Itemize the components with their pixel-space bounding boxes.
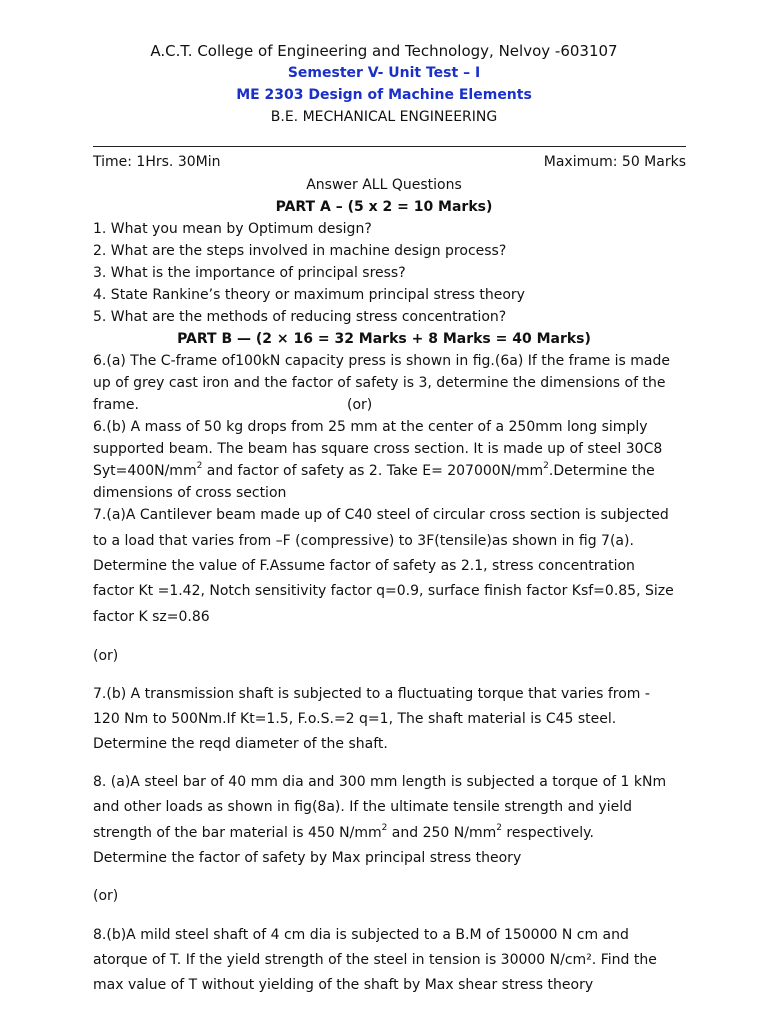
question-3: 3. What is the importance of principal sress?: [93, 265, 406, 281]
instruction: Answer ALL Questions: [306, 177, 462, 193]
question-6b-line-4: dimensions of cross section: [93, 485, 287, 501]
question-8b-line-3: max value of T without yielding of the shaft by Max shear stress theory: [93, 977, 594, 993]
question-5: 5. What are the methods of reducing stress concentration?: [93, 309, 507, 325]
college-name: A.C.T. College of Engineering and Technology, Nelvoy -603107: [150, 42, 618, 60]
part-b-title: PART B — (2 × 16 = 32 Marks + 8 Marks = 40 Marks): [177, 331, 591, 347]
question-7a-line-3: Determine the value of F.Assume factor of safety as 2.1, stress concentration: [93, 558, 635, 574]
question-6b-line-2: supported beam. The beam has square cross section. It is made up of steel 30C8: [93, 441, 663, 457]
part-a-title: PART A – (5 x 2 = 10 Marks): [275, 199, 493, 215]
max-marks-label: Maximum: 50 Marks: [543, 154, 686, 170]
question-7b-line-1: 7.(b) A transmission shaft is subjected to a fluctuating torque that varies from -: [93, 686, 650, 702]
divider-line: [93, 146, 686, 147]
course-title: ME 2303 Design of Machine Elements: [236, 87, 532, 103]
q6b-sup-2: 2: [543, 461, 549, 472]
question-8a-line-4: Determine the factor of safety by Max principal stress theory: [93, 850, 522, 866]
question-7a-line-5: factor K sz=0.86: [93, 609, 210, 625]
q8a-sup-2: 2: [496, 823, 502, 834]
q6b-text-b: and factor of safety as 2. Take E= 207000N/mm: [202, 463, 544, 479]
question-7a-line-1: 7.(a)A Cantilever beam made up of C40 steel of circular cross section is subjected: [93, 507, 669, 523]
q8a-text-b: and 250 N/mm: [387, 825, 497, 841]
time-label: Time: 1Hrs. 30Min: [93, 154, 221, 170]
q6b-text-c: .Determine the: [548, 463, 655, 479]
question-2: 2. What are the steps involved in machine design process?: [93, 243, 507, 259]
question-8a-line-1: 8. (a)A steel bar of 40 mm dia and 300 mm length is subjected a torque of 1 kNm: [93, 774, 667, 790]
or-divider-3: (or): [93, 888, 119, 904]
question-7b-line-2: 120 Nm to 500Nm.If Kt=1.5, F.o.S.=2 q=1, The shaft material is C45 steel.: [93, 711, 617, 727]
q6b-text-a: Syt=400N/mm: [93, 463, 197, 479]
question-7a-line-2: to a load that varies from –F (compressive) to 3F(tensile)as shown in fig 7(a).: [93, 533, 634, 549]
question-6a-line-3: frame.: [93, 397, 139, 413]
or-divider-2: (or): [93, 648, 119, 664]
q8a-text-a: strength of the bar material is 450 N/mm: [93, 825, 382, 841]
q8a-sup-1: 2: [381, 823, 388, 834]
question-6a-line-2: up of grey cast iron and the factor of safety is 3, determine the dimensions of the: [93, 375, 666, 391]
question-6b-line-1: 6.(b) A mass of 50 kg drops from 25 mm at the center of a 250mm long simply: [93, 419, 648, 435]
question-8b-line-1: 8.(b)A mild steel shaft of 4 cm dia is subjected to a B.M of 150000 N cm and: [93, 927, 629, 943]
or-divider-1: (or): [347, 397, 373, 413]
question-6a-line-1: 6.(a) The C-frame of100kN capacity press is shown in fig.(6a) If the frame is made: [93, 353, 670, 369]
q6b-sup-1: 2: [196, 461, 203, 472]
question-7b-line-3: Determine the reqd diameter of the shaft.: [93, 736, 388, 752]
department: B.E. MECHANICAL ENGINEERING: [270, 109, 498, 125]
question-6b-line-3: [93, 463, 655, 479]
semester-title: Semester V- Unit Test – I: [287, 65, 481, 81]
q8a-text-c: respectively.: [501, 825, 594, 841]
question-8a-line-3: [93, 825, 594, 841]
question-4: 4. State Rankine’s theory or maximum principal stress theory: [93, 287, 525, 303]
question-7a-line-4: factor Kt =1.42, Notch sensitivity factor q=0.9, surface finish factor Ksf=0.85, Size: [93, 583, 674, 599]
question-8b-line-2: atorque of T. If the yield strength of the steel in tension is 30000 N/cm². Find the: [93, 952, 657, 968]
question-1: 1. What you mean by Optimum design?: [93, 221, 372, 237]
question-8a-line-2: and other loads as shown in fig(8a). If the ultimate tensile strength and yield: [93, 799, 632, 815]
